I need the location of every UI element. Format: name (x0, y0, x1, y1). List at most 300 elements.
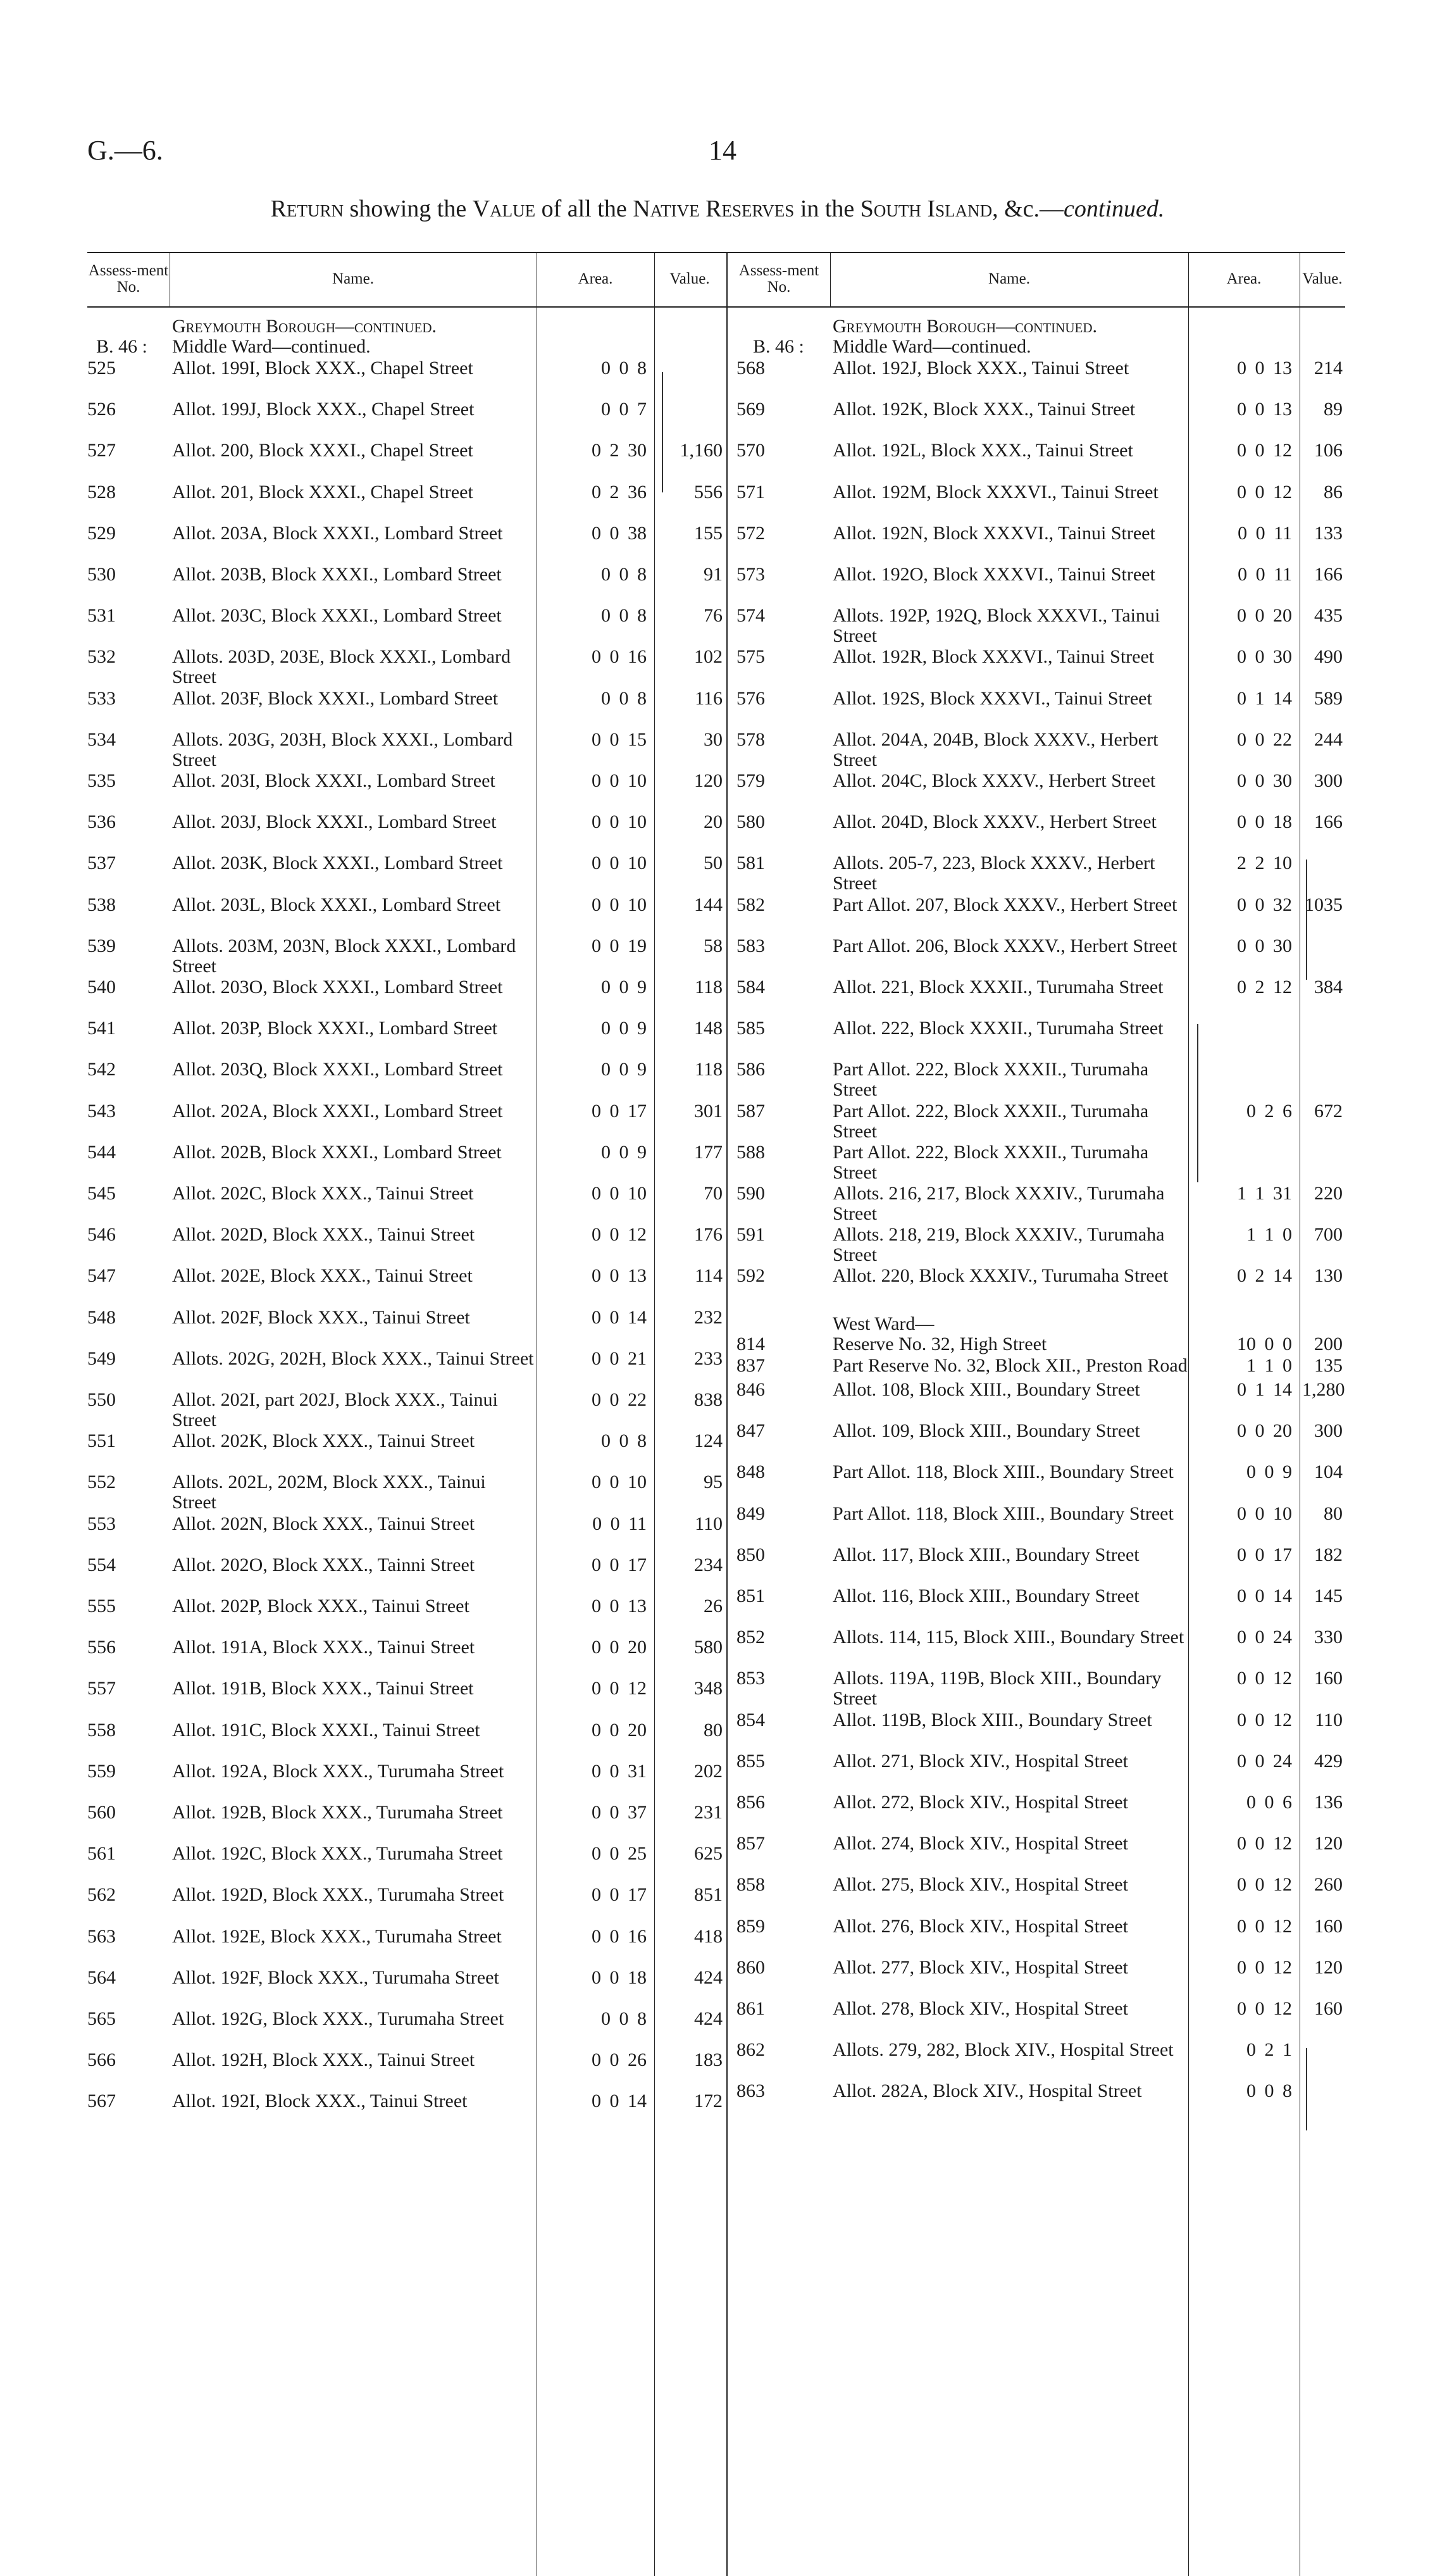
cell-value: 418 (694, 1925, 723, 1947)
cell-value: 1035 (1305, 894, 1343, 915)
table-row (0, 565, 1435, 605)
cell-area: 0 0 16 (592, 1925, 647, 1947)
cell-value: 120 (694, 770, 723, 791)
cell-name: Allot. 271, Block XIV., Hospital Street (833, 1750, 1128, 1772)
cell-area: 0 2 14 (1237, 1265, 1292, 1287)
cell-name: Allot. 203I, Block XXXI., Lombard Street (172, 770, 495, 791)
cell-value: 26 (704, 1596, 723, 1616)
table-row (0, 1751, 1435, 1792)
cell-value: 58 (704, 935, 723, 956)
cell-value: 625 (694, 1843, 723, 1865)
cell-no: 533 (87, 687, 116, 709)
table-row (0, 1334, 1435, 1356)
table-row (0, 1018, 1435, 1059)
cell-area: 0 0 12 (592, 1224, 647, 1246)
cell-name: Allot. 191A, Block XXX., Tainui Street (172, 1637, 475, 1658)
cell-no: 563 (87, 1925, 116, 1947)
cell-no: 851 (736, 1585, 765, 1606)
cell-name: Allot. 200, Block XXXI., Chapel Street (172, 440, 473, 461)
cell-value: 86 (1324, 481, 1343, 503)
cell-value: 490 (1314, 646, 1343, 668)
cell-no: 552 (87, 1472, 116, 1493)
cell-no: 547 (87, 1265, 116, 1287)
cell-name: Allot. 192K, Block XXX., Tainui Street (833, 399, 1136, 420)
cell-name: Allot. 203A, Block XXXI., Lombard Street (172, 522, 503, 544)
cell-name: Part Allot. 222, Block XXXII., Turumaha Street (833, 1059, 1149, 1101)
cell-area: 10 0 0 (1237, 1334, 1292, 1354)
title-island: South Island (860, 196, 993, 222)
cell-area: 0 2 36 (592, 481, 647, 503)
cell-no: 837 (736, 1355, 765, 1376)
cell-value: 110 (695, 1513, 723, 1534)
cell-no: 565 (87, 2008, 116, 2029)
cell-area: 0 0 13 (592, 1265, 647, 1287)
table-row (0, 1710, 1435, 1751)
cell-name: Allots. 202G, 202H, Block XXX., Tainui Street (172, 1347, 534, 1369)
cell-no: 558 (87, 1719, 116, 1741)
cell-no: 525 (87, 358, 116, 378)
cell-value: 214 (1314, 358, 1343, 378)
cell-area: 0 0 13 (1237, 358, 1292, 378)
cell-area: 0 0 7 (601, 399, 647, 420)
cell-no: 538 (87, 894, 116, 915)
title-return: Return (270, 196, 344, 222)
cell-value: 133 (1314, 522, 1343, 544)
cell-area: 0 0 12 (1237, 1668, 1292, 1689)
table-row (0, 441, 1435, 481)
cell-no: 855 (736, 1750, 765, 1772)
cell-value: 148 (694, 1018, 723, 1039)
cell-area: 0 0 13 (592, 1596, 647, 1616)
cell-no: 846 (736, 1379, 765, 1400)
table-row (0, 936, 1435, 977)
cell-name: Allot. 192I, Block XXX., Tainui Street (172, 2091, 468, 2112)
cell-value: 110 (1315, 1709, 1343, 1730)
cell-value: 589 (1314, 687, 1343, 709)
cell-no: 551 (87, 1430, 116, 1452)
cell-area: 0 0 8 (601, 1430, 647, 1452)
cell-no: 537 (87, 853, 116, 874)
table-row (0, 1875, 1435, 1915)
table-row (0, 1380, 1435, 1420)
cell-area: 1 1 0 (1246, 1224, 1292, 1246)
table-row (0, 895, 1435, 935)
table-row (0, 853, 1435, 894)
right-header-area: Area. (1226, 270, 1262, 287)
cell-area: 0 1 14 (1237, 687, 1292, 709)
title-native: Native Reserves (633, 196, 795, 222)
cell-area: 0 0 20 (592, 1719, 647, 1741)
cell-name: Allot. 192R, Block XXXVI., Tainui Street (833, 646, 1155, 668)
table-row (0, 1356, 1435, 1377)
cell-value: 102 (694, 646, 723, 668)
cell-area: 0 0 17 (592, 1554, 647, 1575)
cell-area: 0 0 32 (1237, 894, 1292, 915)
cell-name: Allot. 192B, Block XXX., Turumaha Street (172, 1802, 503, 1823)
cell-value: 91 (704, 564, 723, 585)
title-value: Value (472, 196, 536, 222)
cell-no: 853 (736, 1668, 765, 1689)
table-row (0, 689, 1435, 729)
cell-value: 220 (1314, 1183, 1343, 1204)
cell-value: 160 (1314, 1998, 1343, 2019)
table-row (0, 1916, 1435, 1957)
cell-no: 859 (736, 1915, 765, 1937)
cell-name: Part Allot. 207, Block XXXV., Herbert Street (833, 894, 1177, 915)
cell-no: 592 (736, 1265, 765, 1287)
cell-area: 0 0 17 (1237, 1544, 1292, 1565)
table-row (0, 2040, 1435, 2080)
cell-area: 0 0 38 (592, 522, 647, 544)
cell-no: 555 (87, 1596, 116, 1616)
cell-name: Allot. 109, Block XIII., Boundary Street (833, 1420, 1140, 1442)
cell-no: 567 (87, 2091, 116, 2112)
cell-name: Allot. 202P, Block XXX., Tainui Street (172, 1596, 469, 1616)
cell-value: 424 (694, 2008, 723, 2029)
table-row (0, 1627, 1435, 1668)
cell-area: 0 0 8 (601, 687, 647, 709)
table-row (0, 1101, 1435, 1142)
cell-value: 80 (704, 1719, 723, 1741)
cell-no: 857 (736, 1833, 765, 1854)
cell-area: 0 0 31 (592, 1760, 647, 1782)
cell-name: Part Allot. 118, Block XIII., Boundary Street (833, 1503, 1174, 1524)
cell-area: 0 0 12 (1237, 440, 1292, 461)
cell-no: 543 (87, 1100, 116, 1122)
cell-no: 532 (87, 646, 116, 668)
cell-value: 300 (1314, 1420, 1343, 1442)
cell-name: Allot. 276, Block XIV., Hospital Street (833, 1915, 1128, 1937)
cell-no: 560 (87, 1802, 116, 1823)
cell-area: 0 0 9 (601, 1141, 647, 1163)
header-bottom-rule (87, 306, 1345, 308)
cell-value: 104 (1314, 1461, 1343, 1483)
cell-area: 0 0 11 (1238, 564, 1292, 585)
table-row (0, 1834, 1435, 1874)
cell-no: 556 (87, 1637, 116, 1658)
right-west-ward: West Ward— (833, 1313, 935, 1334)
cell-value: 231 (694, 1802, 723, 1823)
cell-area: 0 2 6 (1246, 1100, 1292, 1122)
cell-area: 0 0 16 (592, 646, 647, 668)
table-row (0, 812, 1435, 853)
right-header-value: Value. (1302, 270, 1343, 287)
cell-name: Allot. 199I, Block XXX., Chapel Street (172, 358, 473, 378)
cell-name: Allots. 203G, 203H, Block XXXI., Lombard Street (172, 728, 513, 770)
cell-area: 0 0 10 (592, 1472, 647, 1493)
cell-name: Allot. 203Q, Block XXXI., Lombard Street (172, 1059, 503, 1080)
cell-name: Allot. 191C, Block XXXI., Tainui Street (172, 1719, 480, 1741)
cell-area: 0 0 8 (601, 564, 647, 585)
title-text-1: showing the (349, 196, 467, 222)
cell-area: 0 0 26 (592, 2049, 647, 2071)
cell-area: 0 0 30 (1237, 646, 1292, 668)
cell-value: 116 (695, 687, 723, 709)
cell-name: Allots. 216, 217, Block XXXIV., Turumaha Street (833, 1183, 1165, 1224)
cell-no: 545 (87, 1183, 116, 1204)
cell-no: 553 (87, 1513, 116, 1534)
cell-value: 114 (695, 1265, 723, 1287)
cell-area: 0 0 24 (1237, 1750, 1292, 1772)
title-text-3: in the (800, 196, 855, 222)
cell-name: Allot. 282A, Block XIV., Hospital Street (833, 2080, 1142, 2102)
cell-area: 0 0 11 (1238, 522, 1292, 544)
cell-no: 536 (87, 811, 116, 833)
cell-area: 0 0 10 (592, 853, 647, 874)
cell-name: Allot. 192A, Block XXX., Turumaha Street (172, 1760, 504, 1782)
cell-no: 582 (736, 894, 765, 915)
cell-name: Allot. 192J, Block XXX., Tainui Street (833, 358, 1129, 378)
cell-area: 0 0 15 (592, 728, 647, 750)
cell-no: 559 (87, 1760, 116, 1782)
cell-no: 540 (87, 977, 116, 997)
cell-no: 591 (736, 1224, 765, 1246)
cell-value: 200 (1314, 1334, 1343, 1354)
cell-name: Allot. 192H, Block XXX., Tainui Street (172, 2049, 475, 2071)
cell-area: 0 0 18 (1237, 811, 1292, 833)
cell-area: 0 2 1 (1246, 2039, 1292, 2061)
cell-value: 166 (1314, 564, 1343, 585)
cell-name: Allot. 204A, 204B, Block XXXV., Herbert Street (833, 728, 1159, 770)
cell-area: 0 0 13 (1237, 399, 1292, 420)
cell-value: 89 (1324, 399, 1343, 420)
cell-value: 300 (1314, 770, 1343, 791)
cell-no: 549 (87, 1347, 116, 1369)
cell-no: 550 (87, 1389, 116, 1410)
table-row (0, 771, 1435, 811)
left-series: B. 46 : (96, 336, 147, 357)
cell-no: 534 (87, 728, 116, 750)
right-bracket-585 (1193, 1024, 1198, 1182)
cell-no: 848 (736, 1461, 765, 1483)
cell-area: 2 2 10 (1237, 853, 1292, 874)
cell-value: 838 (694, 1389, 723, 1410)
table-row (0, 1462, 1435, 1503)
cell-name: Part Allot. 206, Block XXXV., Herbert Street (833, 935, 1177, 956)
cell-value: 95 (704, 1472, 723, 1493)
cell-name: Allot. 275, Block XIV., Hospital Street (833, 1874, 1128, 1896)
cell-name: Allots. 205-7, 223, Block XXXV., Herbert Street (833, 853, 1155, 894)
table-row (0, 399, 1435, 440)
cell-name: Allot. 203O, Block XXXI., Lombard Street (172, 977, 503, 997)
cell-name: Allot. 192N, Block XXXVI., Tainui Street (833, 522, 1155, 544)
cell-name: Allot. 202I, part 202J, Block XXX., Tainui Street (172, 1389, 498, 1430)
cell-value: 234 (694, 1554, 723, 1575)
cell-area: 0 2 30 (592, 440, 647, 461)
cell-no: 578 (736, 728, 765, 750)
cell-no: 529 (87, 522, 116, 544)
cell-area: 0 0 10 (592, 770, 647, 791)
table-row (0, 1586, 1435, 1627)
cell-area: 0 0 30 (1237, 770, 1292, 791)
cell-area: 0 0 12 (1237, 1915, 1292, 1937)
cell-name: Allot. 201, Block XXXI., Chapel Street (172, 481, 473, 503)
cell-area: 0 0 20 (1237, 1420, 1292, 1442)
cell-value: 20 (704, 811, 723, 833)
cell-area: 0 1 14 (1237, 1379, 1292, 1400)
cell-area: 0 0 10 (592, 894, 647, 915)
table-row (0, 1792, 1435, 1833)
cell-area: 0 0 9 (601, 1059, 647, 1080)
cell-value: 144 (694, 894, 723, 915)
cell-no: 574 (736, 605, 765, 627)
cell-no: 861 (736, 1998, 765, 2019)
cell-area: 0 0 12 (1237, 1833, 1292, 1854)
cell-name: Allot. 222, Block XXXII., Turumaha Street (833, 1018, 1164, 1039)
right-bracket-862 (1306, 2048, 1311, 2130)
cell-name: Allot. 192C, Block XXX., Turumaha Street (172, 1843, 503, 1865)
cell-area: 0 0 12 (1237, 481, 1292, 503)
cell-name: Allot. 203P, Block XXXI., Lombard Street (172, 1018, 498, 1039)
table-row (0, 1225, 1435, 1265)
cell-name: Allots. 119A, 119B, Block XIII., Boundary Street (833, 1668, 1162, 1710)
cell-value: 348 (694, 1678, 723, 1699)
left-bracket-527 (658, 372, 663, 492)
title-text-2: of all the (541, 196, 627, 222)
cell-no: 590 (736, 1183, 765, 1204)
cell-no: 568 (736, 358, 765, 378)
cell-name: Allot. 202B, Block XXXI., Lombard Street (172, 1141, 502, 1163)
table-row (0, 977, 1435, 1018)
table-row (0, 1184, 1435, 1224)
cell-area: 0 0 10 (592, 811, 647, 833)
cell-no: 584 (736, 977, 765, 997)
cell-name: Allots. 202L, 202M, Block XXX., Tainui Street (172, 1472, 486, 1513)
cell-area: 0 0 9 (1246, 1461, 1292, 1483)
cell-no: 528 (87, 481, 116, 503)
cell-name: Allots. 114, 115, Block XIII., Boundary Street (833, 1627, 1184, 1648)
right-section-heading: Greymouth Borough—continued. (833, 316, 1097, 337)
cell-area: 0 0 9 (601, 977, 647, 997)
right-header-name: Name. (988, 270, 1030, 287)
cell-name: Allot. 203C, Block XXXI., Lombard Street (172, 605, 502, 627)
table-row (0, 1266, 1435, 1306)
cell-name: Allot. 220, Block XXXIV., Turumaha Street (833, 1265, 1169, 1287)
title-continued: continued. (1064, 196, 1165, 222)
cell-value: 435 (1314, 605, 1343, 627)
page-title (0, 195, 1435, 223)
cell-no: 544 (87, 1141, 116, 1163)
cell-value: 160 (1314, 1668, 1343, 1689)
table-row (0, 1142, 1435, 1183)
cell-name: Allot. 277, Block XIV., Hospital Street (833, 1956, 1128, 1978)
cell-name: Allot. 202O, Block XXX., Tainni Street (172, 1554, 475, 1575)
table-row (0, 358, 1435, 399)
cell-value: 556 (694, 481, 723, 503)
page-reference: G.—6. (87, 135, 163, 166)
cell-area: 0 0 14 (1237, 1585, 1292, 1606)
cell-no: 849 (736, 1503, 765, 1524)
cell-area: 0 0 8 (601, 2008, 647, 2029)
cell-no: 530 (87, 564, 116, 585)
cell-name: Allot. 116, Block XIII., Boundary Street (833, 1585, 1140, 1606)
cell-value: 700 (1314, 1224, 1343, 1246)
cell-name: Part Allot. 222, Block XXXII., Turumaha Street (833, 1141, 1149, 1183)
cell-value: 120 (1314, 1833, 1343, 1854)
cell-value: 384 (1314, 977, 1343, 997)
cell-no: 554 (87, 1554, 116, 1575)
cell-name: Allot. 202E, Block XXX., Tainui Street (172, 1265, 473, 1287)
cell-no: 583 (736, 935, 765, 956)
cell-no: 564 (87, 1966, 116, 1988)
cell-no: 570 (736, 440, 765, 461)
cell-area: 0 0 12 (1237, 1709, 1292, 1730)
cell-no: 526 (87, 399, 116, 420)
cell-value: 166 (1314, 811, 1343, 833)
table-row (0, 1545, 1435, 1585)
cell-name: Allot. 192M, Block XXXVI., Tainui Street (833, 481, 1159, 503)
cell-value: 301 (694, 1100, 723, 1122)
table-row (0, 1060, 1435, 1100)
cell-no: 561 (87, 1843, 116, 1865)
cell-area: 0 0 22 (592, 1389, 647, 1410)
cell-area: 1 1 0 (1246, 1355, 1292, 1376)
cell-name: Allot. 202F, Block XXX., Tainui Street (172, 1306, 470, 1328)
cell-value: 182 (1314, 1544, 1343, 1565)
cell-no: 588 (736, 1141, 765, 1163)
cell-name: Allot. 119B, Block XIII., Boundary Street (833, 1709, 1152, 1730)
cell-name: Allot. 202A, Block XXXI., Lombard Street (172, 1100, 503, 1122)
cell-area: 0 0 12 (1237, 1998, 1292, 2019)
cell-area: 0 0 18 (592, 1966, 647, 1988)
cell-no: 862 (736, 2039, 765, 2061)
cell-no: 566 (87, 2049, 116, 2071)
cell-name: Allot. 203F, Block XXXI., Lombard Street (172, 687, 499, 709)
right-bracket-581 (1306, 860, 1311, 980)
cell-name: Allot. 199J, Block XXX., Chapel Street (172, 399, 475, 420)
cell-name: Allot. 117, Block XIII., Boundary Street (833, 1544, 1140, 1565)
cell-no: 587 (736, 1100, 765, 1122)
left-section-heading: Greymouth Borough—continued. (172, 316, 437, 337)
cell-name: Part Allot. 222, Block XXXII., Turumaha Street (833, 1100, 1149, 1142)
cell-name: Allot. 192E, Block XXX., Turumaha Street (172, 1925, 502, 1947)
cell-name: Part Reserve No. 32, Block XII., Preston Road (833, 1355, 1188, 1376)
table-row (0, 1958, 1435, 1998)
cell-value: 160 (1314, 1915, 1343, 1937)
cell-no: 579 (736, 770, 765, 791)
cell-name: Allots. 203D, 203E, Block XXXI., Lombard Street (172, 646, 511, 688)
table-row (0, 523, 1435, 564)
cell-name: Allot. 203J, Block XXXI., Lombard Street (172, 811, 497, 833)
cell-no: 546 (87, 1224, 116, 1246)
cell-value: 155 (694, 522, 723, 544)
right-rule-assess (830, 252, 831, 306)
cell-no: 852 (736, 1627, 765, 1648)
cell-name: Allot. 192F, Block XXX., Turumaha Street (172, 1966, 499, 1988)
cell-area: 0 0 12 (592, 1678, 647, 1699)
cell-area: 0 2 12 (1237, 977, 1292, 997)
cell-value: 124 (694, 1430, 723, 1452)
cell-no: 541 (87, 1018, 116, 1039)
table-row (0, 730, 1435, 770)
table-row (0, 482, 1435, 523)
cell-value: 172 (694, 2091, 723, 2112)
cell-area: 0 0 8 (1246, 2080, 1292, 2102)
cell-value: 118 (695, 977, 723, 997)
cell-name: Allot. 192G, Block XXX., Turumaha Street (172, 2008, 504, 2029)
title-etc: , &c.— (992, 196, 1064, 222)
cell-name: Allots. 192P, 192Q, Block XXXVI., Tainui Street (833, 605, 1160, 647)
cell-area: 0 0 10 (592, 1183, 647, 1204)
cell-name: Allot. 203K, Block XXXI., Lombard Street (172, 853, 503, 874)
cell-area: 0 0 17 (592, 1100, 647, 1122)
cell-name: Allot. 204D, Block XXXV., Herbert Street (833, 811, 1157, 833)
cell-name: Allot. 221, Block XXXII., Turumaha Street (833, 977, 1164, 997)
cell-no: 576 (736, 687, 765, 709)
cell-value: 580 (694, 1637, 723, 1658)
left-header-area: Area. (578, 270, 613, 287)
cell-no: 860 (736, 1956, 765, 1978)
